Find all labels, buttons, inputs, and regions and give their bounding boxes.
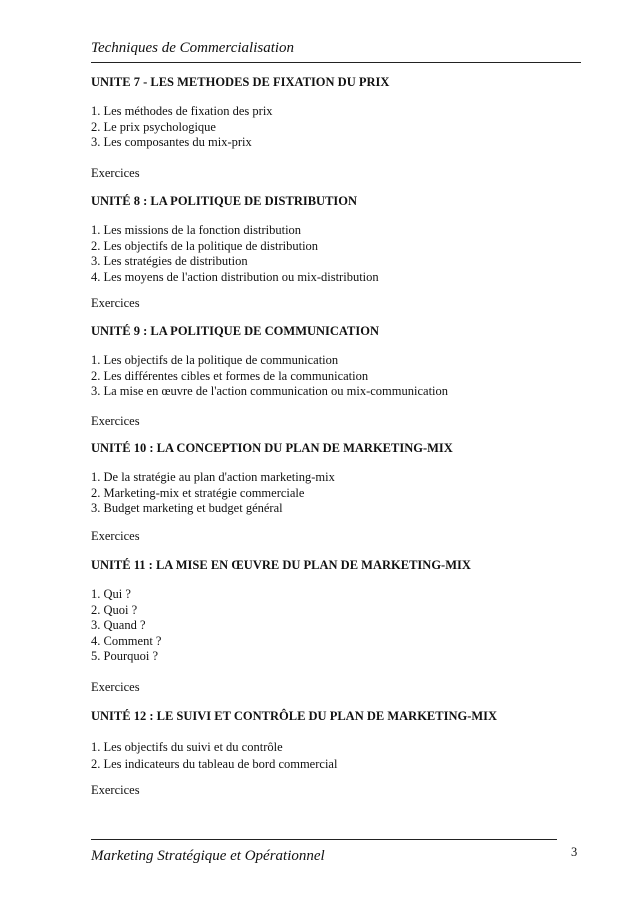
unit-11-exercises: Exercices — [91, 680, 140, 694]
unit-12-items — [91, 739, 581, 773]
list-item: 2. Quoi ? — [91, 602, 138, 617]
list-item: 2. Les indicateurs du tableau de bord commercial — [91, 757, 338, 771]
list-item: 3. Les stratégies de distribution — [91, 254, 248, 268]
unit-12-title: UNITÉ 12 : LE SUIVI ET CONTRÔLE DU PLAN DE MARKETING-MIX — [91, 709, 498, 723]
list-item: 1. Les objectifs de la politique de communication — [91, 353, 339, 367]
unit-12-exercises: Exercices — [91, 783, 140, 797]
header-divider — [91, 62, 581, 63]
unit-9-exercises: Exercices — [91, 414, 140, 428]
list-item: 1. Qui ? — [91, 587, 131, 601]
unit-12-section — [91, 708, 581, 773]
list-item: 4. Les moyens de l'action distribution ou mix-distribution — [91, 269, 379, 284]
unit-8-items — [91, 223, 581, 285]
list-item: 4. Comment ? — [91, 633, 162, 648]
unit-10-section — [91, 440, 581, 517]
unit-7-title: UNITE 7 - LES METHODES DE FIXATION DU PRIX — [91, 75, 390, 89]
unit-11-items — [91, 587, 581, 665]
list-item: 2. Les différentes cibles et formes de la communication — [91, 368, 369, 383]
unit-10-title: UNITÉ 10 : LA CONCEPTION DU PLAN DE MARKETING-MIX — [91, 441, 453, 455]
unit-7-exercises: Exercices — [91, 166, 140, 180]
list-item: 1. Les méthodes de fixation des prix — [91, 104, 273, 118]
page-footer-title: Marketing Stratégique et Opérationnel — [91, 848, 325, 864]
list-item: 2. Les objectifs de la politique de distribution — [91, 238, 319, 253]
list-item: 3. La mise en œuvre de l'action communication ou mix-communication — [91, 384, 449, 398]
unit-8-exercises: Exercices — [91, 296, 140, 310]
unit-9-title: UNITÉ 9 : LA POLITIQUE DE COMMUNICATION — [91, 324, 379, 338]
list-item: 1. De la stratégie au plan d'action marketing-mix — [91, 470, 335, 484]
page-header-title: Techniques de Commercialisation — [91, 40, 295, 56]
unit-7-items — [91, 104, 581, 151]
unit-7-section — [91, 74, 581, 151]
unit-8-title: UNITÉ 8 : LA POLITIQUE DE DISTRIBUTION — [91, 194, 358, 208]
unit-11-section — [91, 557, 581, 665]
list-item: 2. Marketing-mix et stratégie commerciale — [91, 485, 305, 500]
list-item: 3. Budget marketing et budget général — [91, 501, 283, 515]
unit-8-section — [91, 193, 581, 285]
unit-10-items — [91, 470, 581, 517]
list-item: 2. Le prix psychologique — [91, 119, 216, 134]
unit-9-section — [91, 323, 581, 400]
unit-9-items — [91, 353, 581, 400]
footer-divider — [91, 839, 557, 840]
list-item: 1. Les missions de la fonction distribution — [91, 223, 302, 237]
unit-11-title: UNITÉ 11 : LA MISE EN ŒUVRE DU PLAN DE MARKETING-MIX — [91, 558, 471, 572]
list-item: 3. Les composantes du mix-prix — [91, 135, 252, 149]
list-item: 5. Pourquoi ? — [91, 649, 159, 663]
page-number: 3 — [571, 845, 578, 859]
list-item: 1. Les objectifs du suivi et du contrôle — [91, 740, 283, 754]
list-item: 3. Quand ? — [91, 618, 146, 632]
unit-10-exercises: Exercices — [91, 529, 140, 543]
